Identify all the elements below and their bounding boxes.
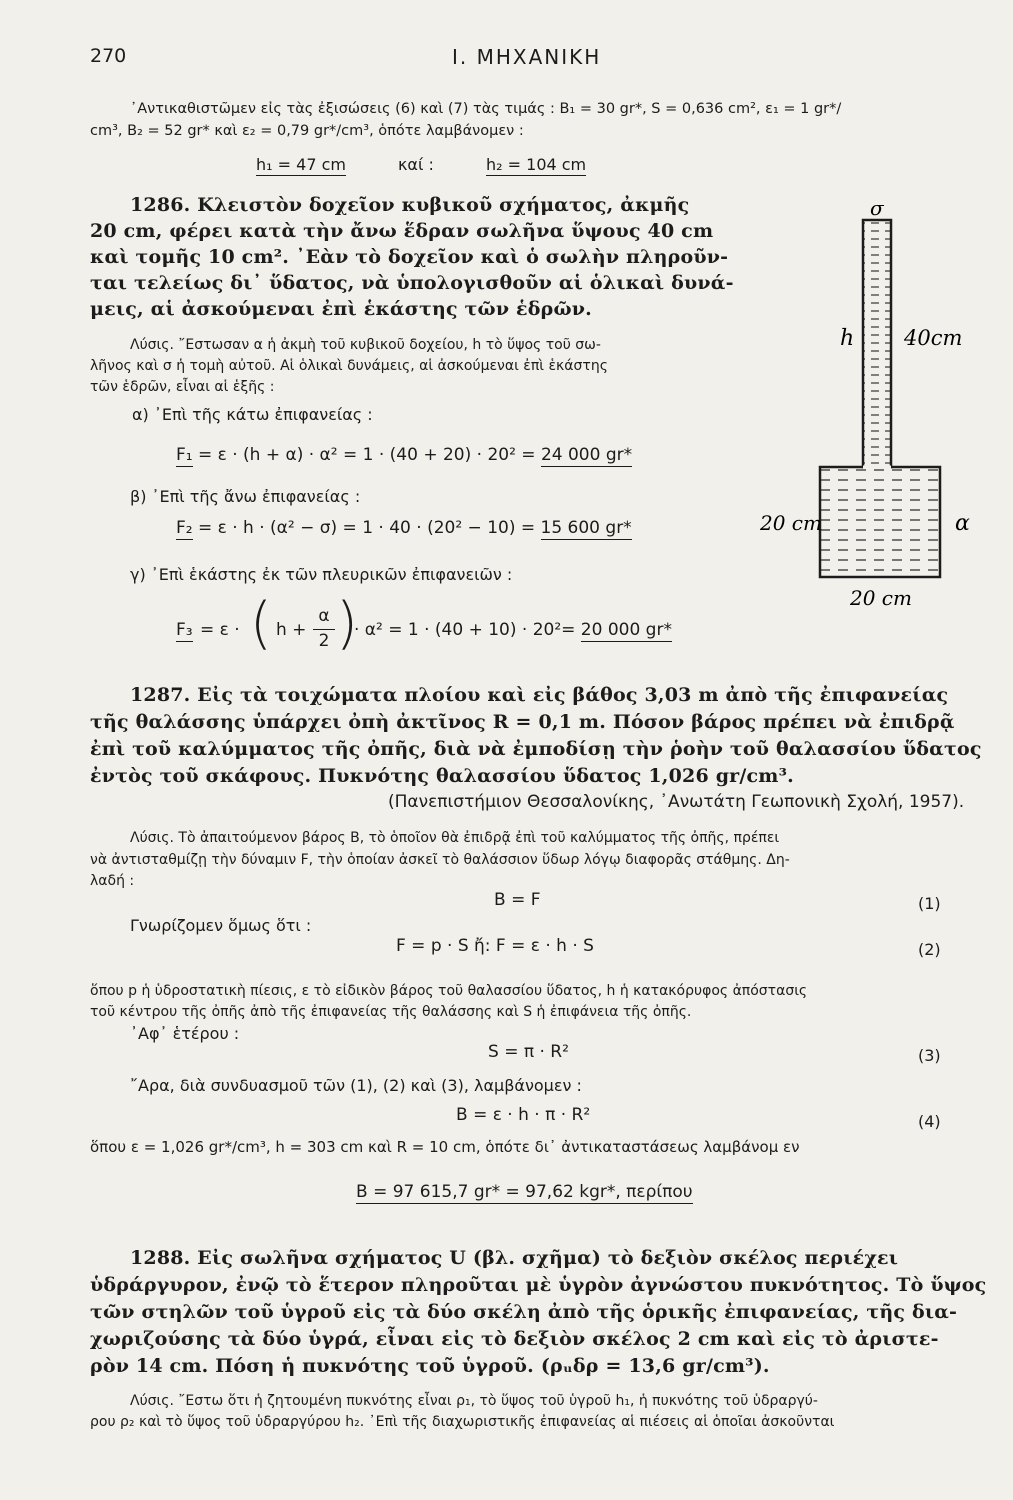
equation-3: S = π · R² <box>488 1042 569 1062</box>
problem-1286-line-3: καὶ τομῆς 10 cm². ᾽Εὰν τὸ δοχεῖον καὶ ὁ σωλὴν πληροῦν- <box>90 246 729 268</box>
problem-1288-line-4: χωριζούσης τὰ δύο ὑγρά, εἶναι εἰς τὸ δεξιὸν σκέλος 2 cm καὶ εἰς τὸ ἀριστε- <box>90 1328 939 1350</box>
case-c-label: γ) ᾽Επὶ ἑκάστης ἐκ τῶν πλευρικῶν ἐπιφανειῶν : <box>130 565 513 584</box>
solution-1287-line-1: Λύσις. Τὸ ἀπαιτούμενον βάρος Β, τὸ ὁποῖον θὰ ἐπιδρᾷ ἐπὶ τοῦ καλύμματος τῆς ὀπῆς, πρέπει <box>130 830 780 846</box>
running-title: I. ΜΗΧΑΝΙΚΗ <box>452 45 602 69</box>
result-h1: h₁ = 47 cm <box>256 155 346 174</box>
problem-1288-line-2: ὑδράργυρον, ἐνῷ τὸ ἕτερον πληροῦται μὲ ὑγρὸν ἀγνώστου πυκνότητος. Τὸ ὕψος <box>90 1274 987 1296</box>
case-a-label: α) ᾽Επὶ τῆς κάτω ἐπιφανείας : <box>132 405 373 424</box>
solution-1287-line-3: λαδή : <box>90 873 135 889</box>
equation-1: B = F <box>494 890 541 910</box>
problem-1288-line-5: ρὸν 14 cm. Πόση ἡ πυκνότης τοῦ ὑγροῦ. (ρᵤδρ = 13,6 gr/cm³). <box>90 1355 770 1377</box>
problem-1287-line-2: τῆς θαλάσσης ὑπάρχει ὀπὴ ἀκτῖνος R = 0,1 m. Πόσον βάρος πρέπει νὰ ἐπιδρᾷ <box>90 711 955 733</box>
solution-1287-line-2: νὰ ἀντισταθμίζῃ τὴν δύναμιν F, τὴν ὁποίαν ἀσκεῖ τὸ θαλάσσιον ὕδωρ λόγῳ διαφορᾶς στάθμης. Δη- <box>90 852 790 868</box>
problem-1288-line-1: 1288. Εἰς σωλῆνα σχήματος U (βλ. σχῆμα) τὸ δεξιὸν σκέλος περιέχει <box>130 1247 899 1269</box>
length-20-side-label: 20 cm <box>760 511 822 535</box>
solution-1288-line-1: Λύσις. ῎Εστω ὅτι ἡ ζητουμένη πυκνότης εἶναι ρ₁, τὸ ὕψος τοῦ ὑγροῦ h₁, ἡ πυκνότης τοῦ ὑδραργύ- <box>130 1393 818 1409</box>
solution-1286-line-2: λῆνος καὶ σ ἡ τομὴ αὐτοῦ. Αἱ ὁλικαὶ δυνάμεις, αἱ ἀσκούμεναι ἐπὶ ἑκάστης <box>90 358 608 374</box>
result-separator: καί : <box>398 155 434 174</box>
where-line-1: ὅπου p ἡ ὑδροστατικὴ πίεσις, ε τὸ εἰδικὸν βάρος τοῦ θαλασσίου ὕδατος, h ἡ κατακόρυφος ἀπόστασις <box>90 983 808 999</box>
intro-line-1: ᾽Αντικαθιστῶμεν εἰς τὰς ἐξισώσεις (6) καὶ (7) τὰς τιμάς : B₁ = 30 gr*, S = 0,636 cm², ε₁ = 1 gr*/ <box>130 101 842 117</box>
problem-1286-line-5: μεις, αἱ ἀσκούμεναι ἐπὶ ἑκάστης τῶν ἑδρῶν. <box>90 298 592 320</box>
other-text: ᾽Αφ᾽ ἑτέρου : <box>130 1024 240 1043</box>
f3-result-group: · α² = 1 · (40 + 10) · 20²= 20 000 gr* <box>354 620 672 640</box>
equation-4-number: (4) <box>918 1112 941 1131</box>
solution-1288-line-2: ρου ρ₂ καὶ τὸ ὕψος τοῦ ὑδραργύρου h₂. ᾽Επὶ τῆς διαχωριστικῆς ἐπιφανείας αἱ πιέσεις αἱ ὁποῖαι ἀσκοῦνται <box>90 1414 835 1430</box>
substitution-line: ὅπου ε = 1,026 gr*/cm³, h = 303 cm καὶ R = 10 cm, ὁπότε δι᾽ ἀντικαταστάσεως λαμβάνομ εν <box>90 1138 800 1156</box>
problem-1287-line-1: 1287. Εἰς τὰ τοιχώματα πλοίου καὶ εἰς βάθος 3,03 m ἀπὸ τῆς ἐπιφανείας <box>130 684 949 706</box>
equation-2: F = p · S ἤ: F = ε · h · S <box>396 936 594 956</box>
problem-1288-line-3: τῶν στηλῶν τοῦ ὑγροῦ εἰς τὰ δύο σκέλη ἀπὸ τῆς ὁρικῆς ἐπιφανείας, τῆς δια- <box>90 1301 958 1323</box>
problem-1287-source: (Πανεπιστήμιον Θεσσαλονίκης, ᾽Ανωτάτη Γεωπονικὴ Σχολή, 1957). <box>388 792 965 812</box>
intro-line-2: cm³, B₂ = 52 gr* καὶ ε₂ = 0,79 gr*/cm³, ὁπότε λαμβάνομεν : <box>90 123 524 139</box>
equation-1-number: (1) <box>918 894 941 913</box>
combine-text: ῎Αρα, διὰ συνδυασμοῦ τῶν (1), (2) καὶ (3), λαμβάνομεν : <box>130 1076 582 1095</box>
problem-1286-line-2: 20 cm, φέρει κατὰ τὴν ἄνω ἕδραν σωλῆνα ὕψους 40 cm <box>90 220 714 242</box>
final-result: B = 97 615,7 gr* = 97,62 kgr*, περίπου <box>356 1182 693 1202</box>
equation-2-number: (2) <box>918 940 941 959</box>
alpha-label: α <box>955 511 970 536</box>
case-b-label: β) ᾽Επὶ τῆς ἄνω ἐπιφανείας : <box>130 487 361 506</box>
problem-1287-line-3: ἐπὶ τοῦ καλύμματος τῆς ὀπῆς, διὰ νὰ ἐμποδίσῃ τὴν ῥοὴν τοῦ θαλασσίου ὕδατος <box>90 738 982 760</box>
know-text: Γνωρίζομεν ὅμως ὅτι : <box>130 916 312 935</box>
cube-with-tube-figure <box>760 195 1000 615</box>
textbook-page: 270 I. ΜΗΧΑΝΙΚΗ ᾽Αντικαθιστῶμεν εἰς τὰς ἐξισώσεις (6) καὶ (7) τὰς τιμάς : B₁ = 30 gr*, S = 0,636 cm², ε₁ = 1 gr*/ cm³, B₂ = 52 gr* καὶ ε₂ = 0,79 gr*/cm³, ὁπότε λαμβάνομεν : h₁ = 47 cm καί : h₂ = 104 cm 1286. Κλειστὸν δοχεῖον κυβικοῦ σχήματος, ἀκμῆς 20 cm, φέρει κατὰ τὴν ἄνω ἕδραν σωλῆνα ὕψους 40 cm καὶ τομῆς 10 cm². ᾽Εὰν τὸ δοχεῖον καὶ ὁ σωλὴν πληροῦν- ται τελείως δι᾽ ὕδατος, νὰ ὑπολογισθοῦν αἱ ὁλικαὶ δυνά- μεις, αἱ ἀσκούμεναι ἐπὶ ἑκάστης τῶν ἑδρῶν. Λύσις. ῎Εστωσαν α ἡ ἀκμὴ τοῦ κυβικοῦ δοχείου, h τὸ ὕψος τοῦ σω- λῆνος καὶ σ ἡ τομὴ αὐτοῦ. Αἱ ὁλικαὶ δυνάμεις, αἱ ἀσκούμεναι ἐπὶ ἑκάστης τῶν ἑδρῶν, εἶναι αἱ ἑξῆς : α) ᾽Επὶ τῆς κάτω ἐπιφανείας : F₁ = ε · (h + α) · α² = 1 · (40 + 20) · 20² = 24 000 gr* β) ᾽Επὶ τῆς ἄνω ἐπιφανείας : F₂ = ε · h · (α² − σ) = 1 · 40 · (20² − 10) = 15 600 gr* γ) ᾽Επὶ ἑκάστης ἐκ τῶν πλευρικῶν ἐπιφανειῶν : F₃ = ε · ( h + α 2 ) · α² = 1 · (40 + 10) · 20²= 20 000 gr* σ h 40cm 20 cm α 20 cm 1287. Εἰς τὰ τοιχώματα πλοίου καὶ εἰς βάθος 3,03 m ἀπὸ τῆς ἐπιφανείας τῆς θαλάσσης ὑπάρχει ὀπὴ ἀκτῖνος R = 0,1 m. Πόσον βάρος πρέπει νὰ ἐπιδρᾷ ἐπὶ τοῦ καλύμματος τῆς ὀπῆς, διὰ νὰ ἐμποδίσῃ τὴν ῥοὴν τοῦ θαλασσίου ὕδατος ἐντὸς τοῦ σκάφους. Πυκνότης θαλασσίου ὕδατος 1,026 gr/cm³. (Πανεπιστήμιον Θεσσαλονίκης, ᾽Ανωτάτη Γεωπονικὴ Σχολή, 1957). Λύσις. Τὸ ἀπαιτούμενον βάρος Β, τὸ ὁποῖον θὰ ἐπιδρᾷ ἐπὶ τοῦ καλύμματος τῆς ὀπῆς, πρέπει νὰ ἀντισταθμίζῃ τὴν δύναμιν F, τὴν ὁποίαν ἀσκεῖ τὸ θαλάσσιον ὕδωρ λόγῳ διαφορᾶς στάθμης. Δη- λαδή : B = F (1) Γνωρίζομεν ὅμως ὅτι : F = p · S ἤ: F = ε · h · S (2) ὅπου p ἡ ὑδροστατικὴ πίεσις, ε τὸ εἰδικὸν βάρος τοῦ θαλασσίου ὕδατος, h ἡ κατακόρυφος ἀπόστασις τοῦ κέντρου τῆς ὀπῆς ἀπὸ τῆς ἐπιφανείας τῆς θαλάσσης καὶ S ἡ ἐπιφάνεια τῆς ὀπῆς. ᾽Αφ᾽ ἑτέρου : S = π · R² (3) ῎Αρα, διὰ συνδυασμοῦ τῶν (1), (2) καὶ (3), λαμβάνομεν : B = ε · h · π · R² (4) ὅπου ε = 1,026 gr*/cm³, h = 303 cm καὶ R = 10 cm, ὁπότε δι᾽ ἀντικαταστάσεως λαμβάνομ εν B = 97 615,7 gr* = 97,62 kgr*, περίπου 1288. Εἰς σωλῆνα σχήματος U (βλ. σχῆμα) τὸ δεξιὸν σκέλος περιέχει ὑδράργυρον, ἐνῷ τὸ ἕτερον πληροῦται μὲ ὑγρὸν ἀγνώστου πυκνότητος. Τὸ ὕψος τῶν στηλῶν τοῦ ὑγροῦ εἰς τὰ δύο σκέλη ἀπὸ τῆς ὁρικῆς ἐπιφανείας, τῆς δια- χωριζούσης τὰ δύο ὑγρά, εἶναι εἰς τὸ δεξιὸν σκέλος 2 cm καὶ εἰς τὸ ἀριστε- ρὸν 14 cm. Πόση ἡ πυκνότης τοῦ ὑγροῦ. (ρᵤδρ = 13,6 gr/cm³). Λύσις. ῎Εστω ὅτι ἡ ζητουμένη πυκνότης εἶναι ρ₁, τὸ ὕψος τοῦ ὑγροῦ h₁, ἡ πυκνότης τοῦ ὑδραργύ- ρου ρ₂ καὶ τὸ ὕψος τοῦ ὑδραργύρου h₂. ᾽Επὶ τῆς διαχωριστικῆς ἐπιφανείας αἱ πιέσεις αἱ ὁποῖαι ἀσκοῦνται <box>0 0 1013 1500</box>
solution-1286-line-1: Λύσις. ῎Εστωσαν α ἡ ἀκμὴ τοῦ κυβικοῦ δοχείου, h τὸ ὕψος τοῦ σω- <box>130 337 601 353</box>
length-20-bottom-label: 20 cm <box>850 586 912 610</box>
result-h2: h₂ = 104 cm <box>486 155 587 174</box>
sigma-label: σ <box>870 196 884 220</box>
solution-1286-line-3: τῶν ἑδρῶν, εἶναι αἱ ἑξῆς : <box>90 379 275 395</box>
problem-1286-line-4: ται τελείως δι᾽ ὕδατος, νὰ ὑπολογισθοῦν αἱ ὁλικαὶ δυνά- <box>90 272 734 294</box>
equation-4: B = ε · h · π · R² <box>456 1105 591 1125</box>
problem-1286-line-1: 1286. Κλειστὸν δοχεῖον κυβικοῦ σχήματος, ἀκμῆς <box>130 194 690 216</box>
problem-1287-line-4: ἐντὸς τοῦ σκάφους. Πυκνότης θαλασσίου ὕδατος 1,026 gr/cm³. <box>90 765 794 787</box>
where-line-2: τοῦ κέντρου τῆς ὀπῆς ἀπὸ τῆς ἐπιφανείας τῆς θαλάσσης καὶ S ἡ ἐπιφάνεια τῆς ὀπῆς. <box>90 1004 692 1020</box>
length-40-label: 40cm <box>904 326 963 350</box>
equation-f2: F₂ = ε · h · (α² − σ) = 1 · 40 · (20² − 10) = 15 600 gr* <box>176 518 632 538</box>
page-number: 270 <box>90 45 127 67</box>
equation-3-number: (3) <box>918 1046 941 1065</box>
h-label: h <box>840 326 855 351</box>
equation-f1: F₁ = ε · (h + α) · α² = 1 · (40 + 20) · 20² = 24 000 gr* <box>176 445 633 465</box>
